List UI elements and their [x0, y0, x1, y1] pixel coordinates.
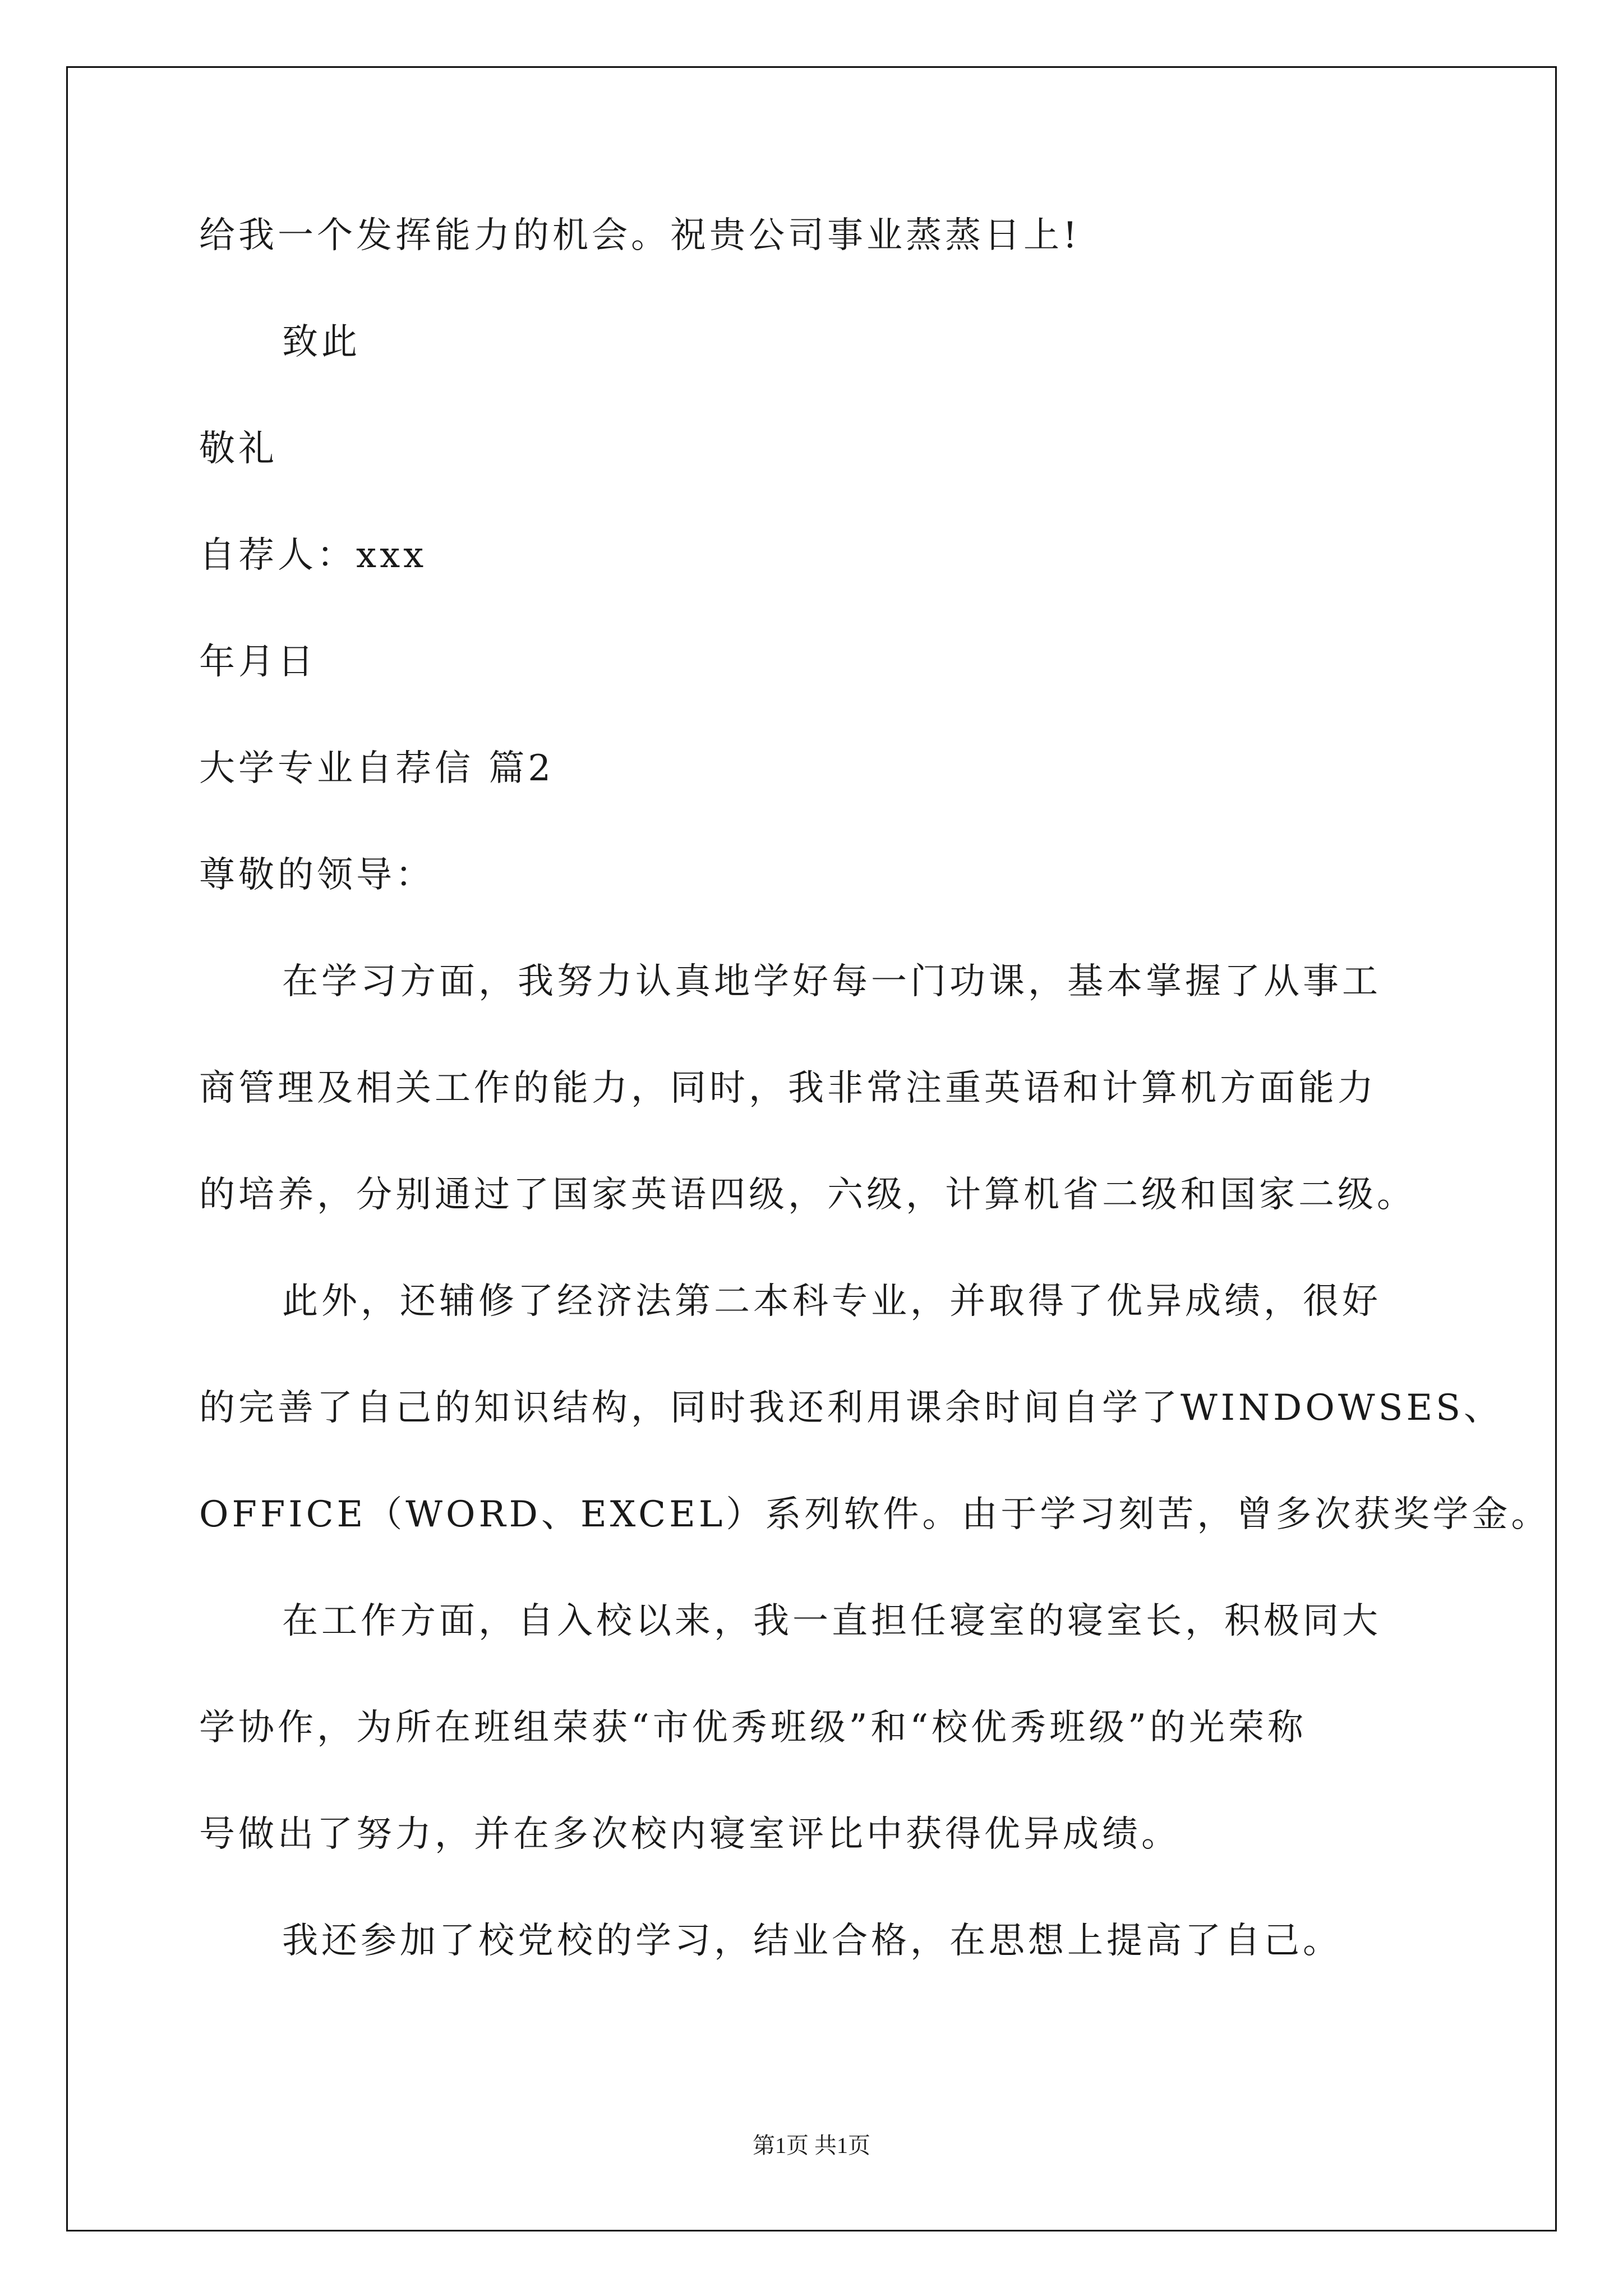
salutation-closing: 敬礼	[199, 428, 278, 470]
page-border	[66, 66, 1557, 2231]
signature-line: 自荐人：xxx	[199, 535, 427, 576]
text-line: 此外，还辅修了经济法第二本科专业，并取得了优异成绩，很好	[282, 1281, 1381, 1322]
text-line: 在学习方面，我努力认真地学好每一门功课，基本掌握了从事工	[282, 961, 1381, 1002]
text-line: 在工作方面，自入校以来，我一直担任寝室的寝室长，积极同大	[282, 1600, 1381, 1642]
text-line: 学协作，为所在班组荣获“市优秀班级”和“校优秀班级”的光荣称	[199, 1707, 1307, 1749]
closing-phrase: 致此	[282, 321, 361, 363]
text-line: 的培养，分别通过了国家英语四级，六级，计算机省二级和国家二级。	[199, 1174, 1416, 1216]
text-line: 的完善了自己的知识结构，同时我还利用课余时间自学了WINDOWSES、	[199, 1387, 1504, 1429]
section-heading: 大学专业自荐信 篇2	[199, 748, 555, 789]
text-line: 给我一个发挥能力的机会。祝贵公司事业蒸蒸日上!	[199, 215, 1081, 256]
page-footer: 第1页 共1页	[753, 2133, 870, 2158]
text-line: OFFICE（WORD、EXCEL）系列软件。由于学习刻苦，曾多次获奖学金。	[199, 1494, 1551, 1535]
text-line: 号做出了努力，并在多次校内寝室评比中获得优异成绩。	[199, 1814, 1181, 1855]
greeting-line: 尊敬的领导：	[199, 854, 435, 896]
date-line: 年月日	[199, 641, 317, 683]
text-line: 我还参加了校党校的学习，结业合格，在思想上提高了自己。	[282, 1920, 1342, 1962]
text-line: 商管理及相关工作的能力，同时，我非常注重英语和计算机方面能力	[199, 1068, 1377, 1109]
